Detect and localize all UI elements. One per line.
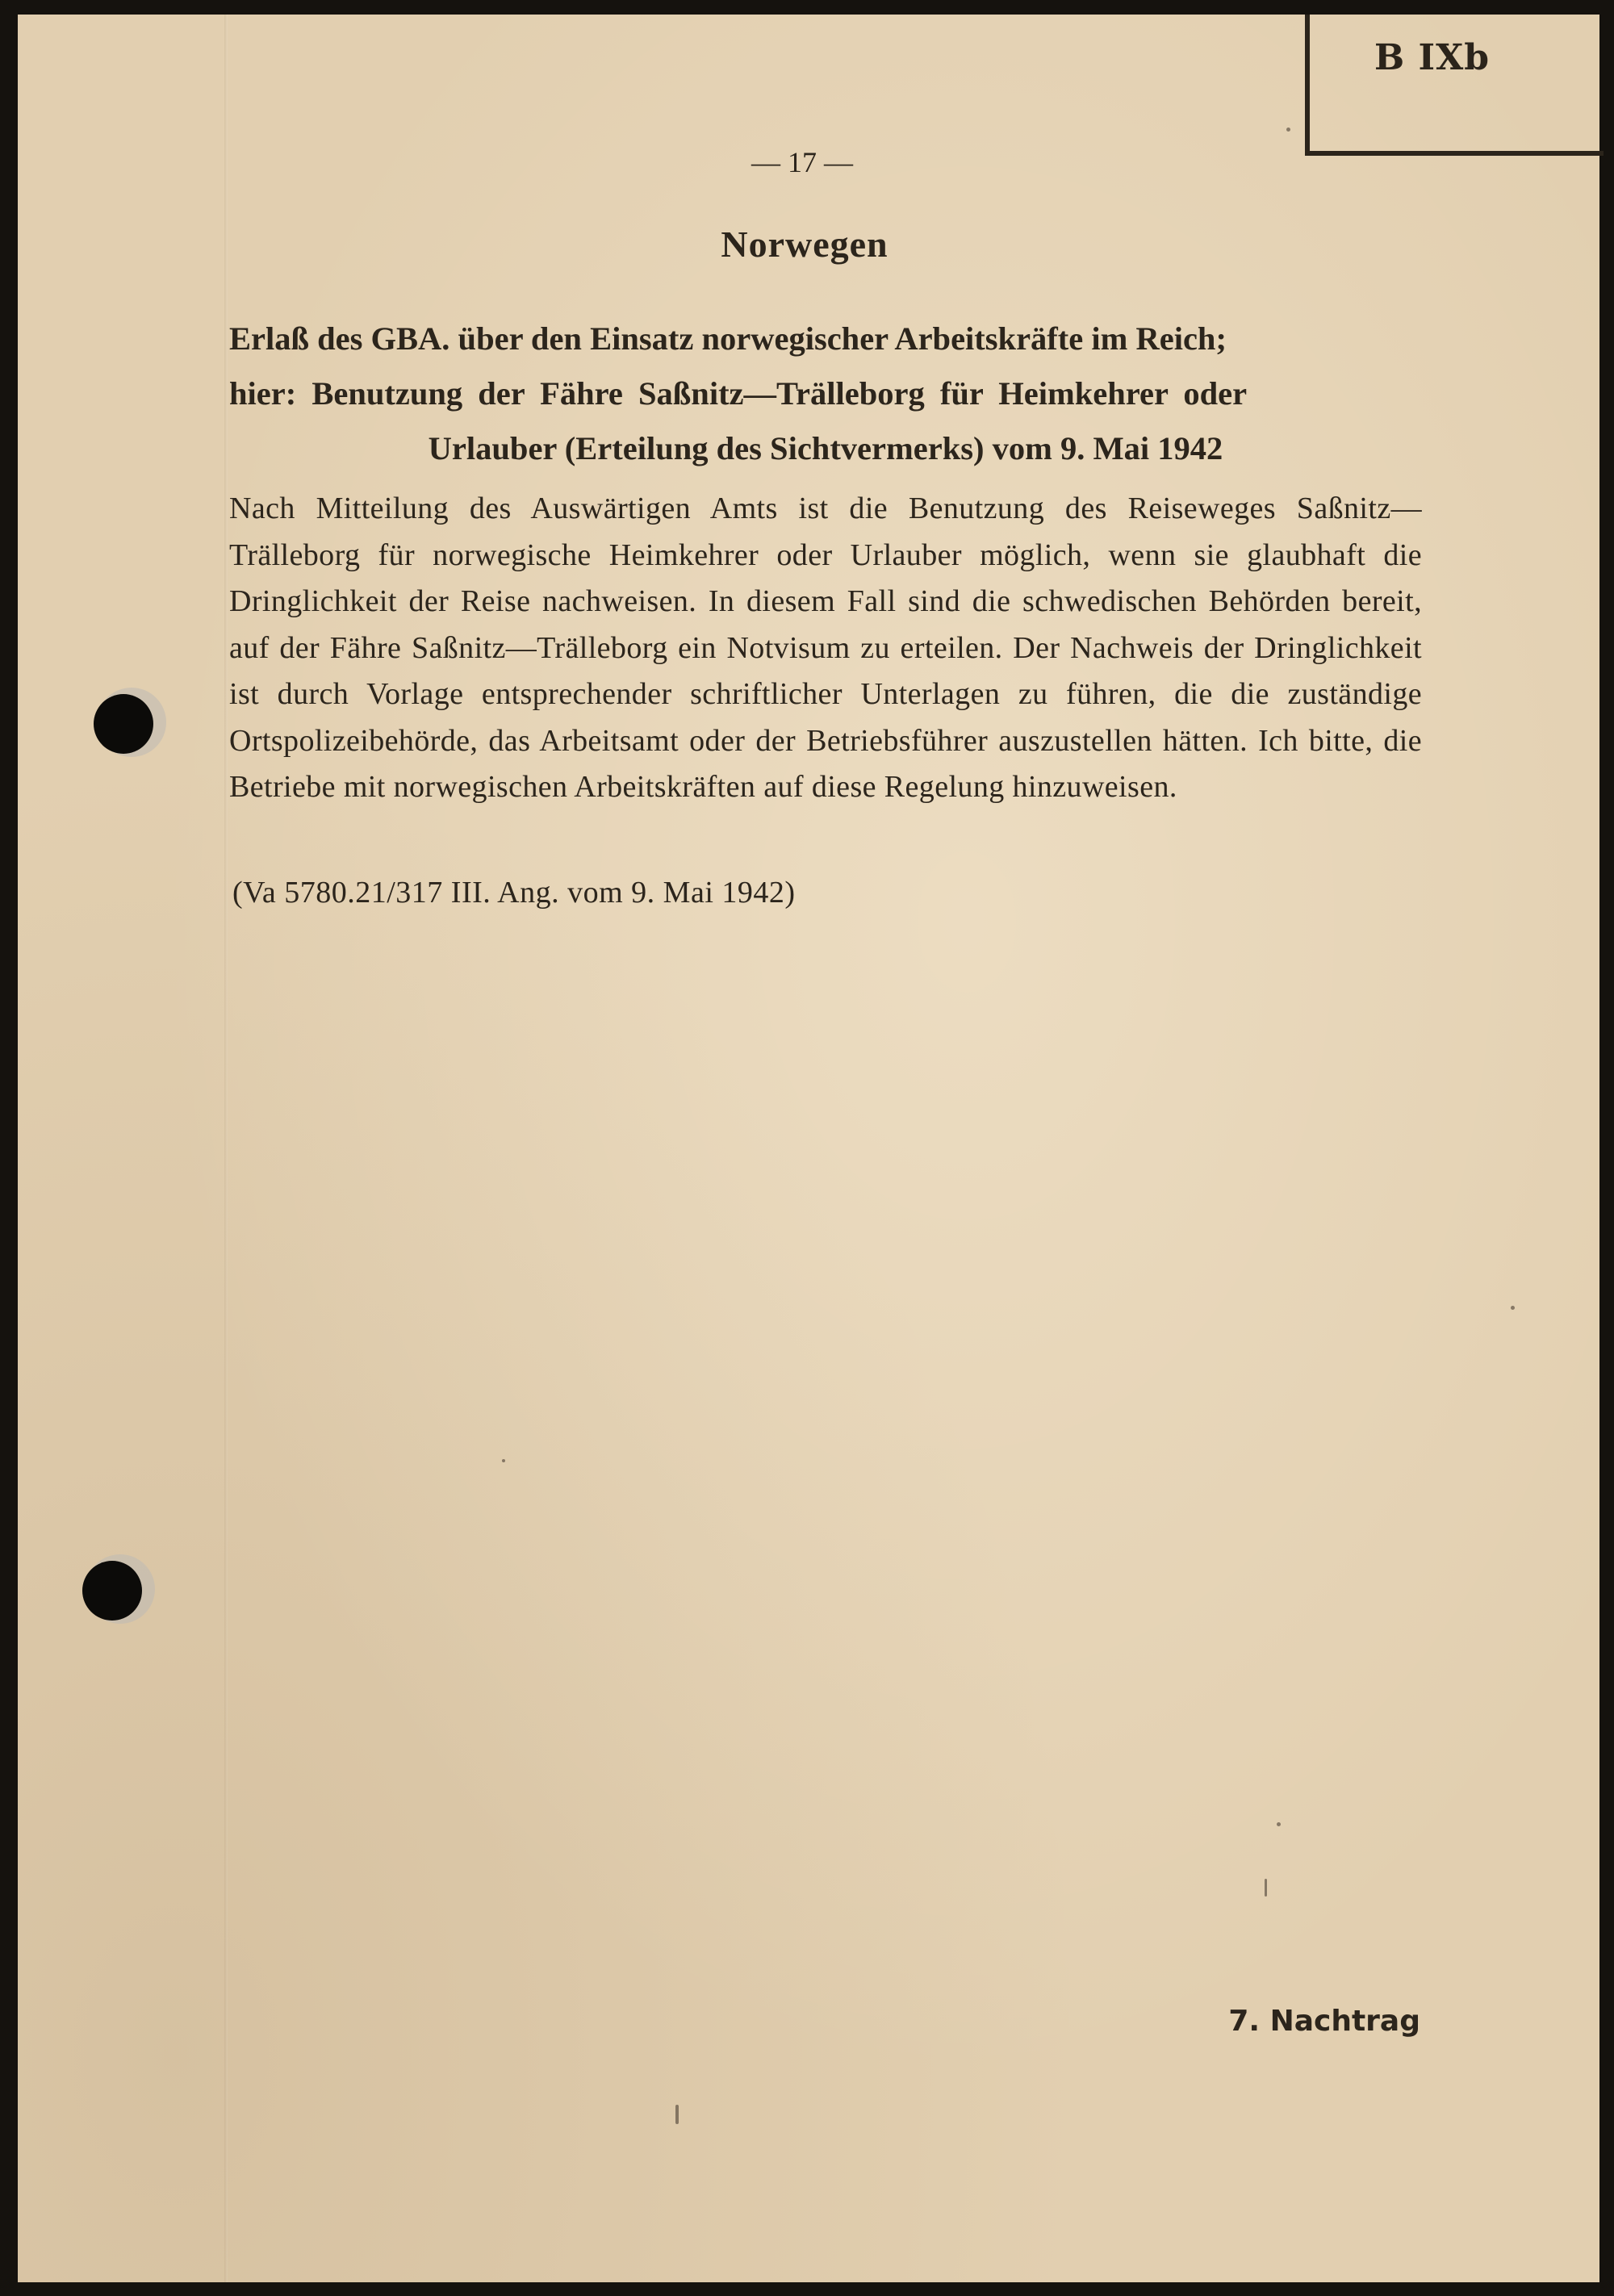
decree-title [229, 312, 1422, 476]
paper-fold-shadow [224, 15, 228, 2282]
classification-box [1305, 15, 1604, 156]
decree-title-line: Urlauber (Erteilung des Sichtvermerks) vom 9. Mai 1942 [428, 430, 1223, 466]
paper-speck [1286, 128, 1290, 132]
punch-hole-icon [94, 694, 153, 754]
reference-note: (Va 5780.21/317 III. Ang. vom 9. Mai 1942) [232, 876, 796, 910]
supplement-label: 7. Nachtrag [1228, 2005, 1420, 2038]
paper-sheet [18, 15, 1599, 2282]
decree-title-line: Erlaß des GBA. über den Einsatz norwegischer Arbeitskräfte im Reich; [229, 320, 1227, 357]
punch-hole-icon [82, 1561, 142, 1621]
paper-speck [1265, 1879, 1267, 1897]
section-heading: Norwegen [721, 224, 889, 265]
paper-speck [502, 1459, 505, 1462]
classification-label: B IXb [1374, 37, 1490, 78]
paper-speck [1511, 1306, 1515, 1310]
decree-title-line: hier: Benutzung der Fähre Saßnitz—Trälleborg für Heimkehrer oder [229, 375, 1248, 412]
body-paragraph: Nach Mitteilung des Auswärtigen Amts ist die Benutzung des Reiseweges Saßnitz—Trälleborg für norwegische Heimkehrer oder Urlauber möglich, wenn sie glaubhaft die Dringlichkeit der Reise nachweisen. In diesem Fall sind die schwedischen Behörden bereit, auf der Fähre Saßnitz—Trälleborg ein Notvisum zu erteilen. Der Nachweis der Dringlichkeit ist durch Vorlage entsprechender schriftlicher Unterlagen zu führen, die die zuständige Ortspolizeibehörde, das Arbeitsamt oder der Betriebsführer auszustellen hätten. Ich bitte, die Betriebe mit norwegischen Arbeitskräften auf diese Regelung hinzuweisen. [229, 491, 1422, 804]
page-number: — 17 — [751, 146, 853, 178]
paper-speck [675, 2105, 679, 2124]
paper-speck [1277, 1822, 1281, 1826]
